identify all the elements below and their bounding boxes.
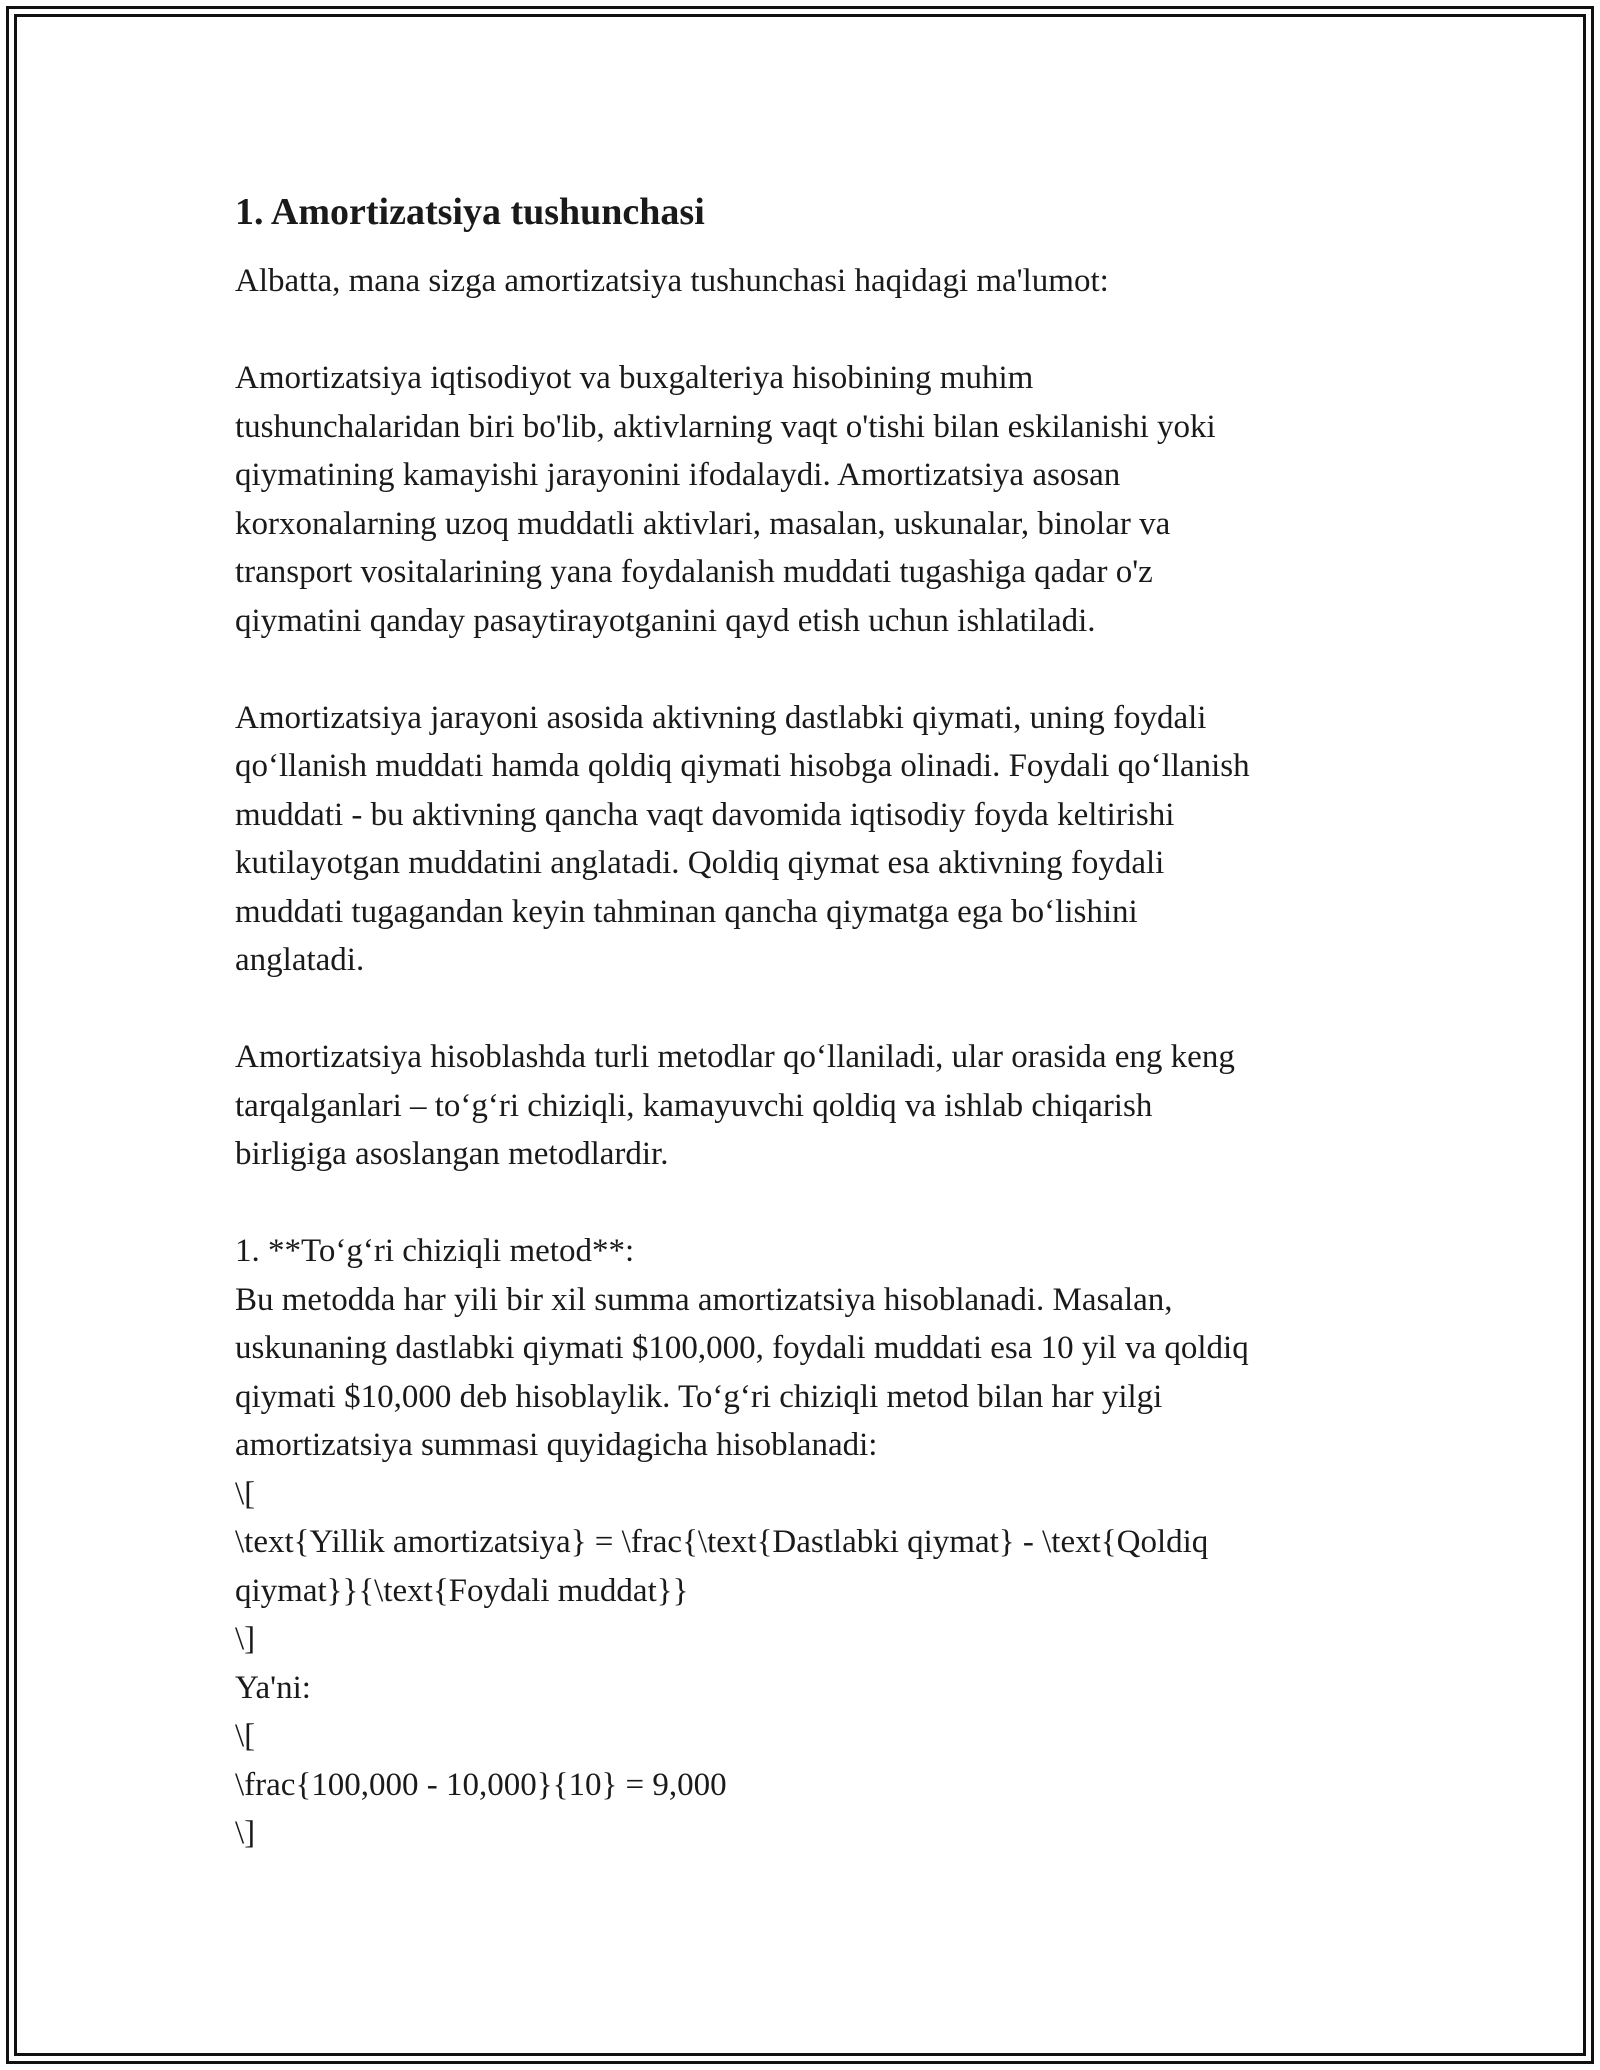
paragraph-methods: Amortizatsiya hisoblashda turli metodlar qo‘llaniladi, ular orasida eng keng tarqalganlari – to‘g‘ri chiziqli, kamayuvchi qoldiq va ishlab chiqarish birligiga asoslangan metodlardir.: [235, 1039, 1235, 1172]
paragraph-spacer: [235, 306, 1375, 355]
paragraph-process: Amortizatsiya jarayoni asosida aktivning dastlabki qiymati, uning foydali qo‘llanish muddati hamda qoldiq qiymati hisobga olinadi. Foydali qo‘llanish muddati - bu aktivning qancha vaqt davomida iqtisodiy foyda keltirishi kutilayotgan muddatini anglatadi. Qoldiq qiymat esa aktivning foydali muddati tugagandan keyin tahminan qancha qiymatga ega bo‘lishini anglatadi.: [235, 699, 1250, 978]
document-body: [235, 185, 1375, 1858]
paragraph-spacer: [235, 985, 1375, 1034]
paragraph-spacer: [235, 1179, 1375, 1228]
section-heading: 1. Amortizatsiya tushunchasi: [235, 191, 705, 233]
list-item-straight-line-method: 1. **To‘g‘ri chiziqli metod**: Bu metodda har yili bir xil summa amortizatsiya hisoblanadi. Masalan, uskunaning dastlabki qiymati $100,000, foydali muddati esa 10 yil va qoldiq qiymati $10,000 deb hisoblaylik. To‘g‘ri chiziqli metod bilan har yilgi amortizatsiya summasi quyidagicha hisoblanadi: \[ \text{Yillik amortizatsiya} = \frac{\text{Dastlabki qiymat} - \text{Qoldiq qiymat}}{\text{Foydali muddat}} \] Ya'ni: \[ \frac{100,000 - 10,000}{10} = 9,000 \]: [235, 1233, 1249, 1851]
paragraph-spacer: [235, 645, 1375, 694]
paragraph-definition: Amortizatsiya iqtisodiyot va buxgalteriya hisobining muhim tushunchalaridan biri bo'lib, aktivlarning vaqt o'tishi bilan eskilanishi yoki qiymatining kamayishi jarayonini ifodalaydi. Amortizatsiya asosan korxonalarning uzoq muddatli aktivlari, masalan, uskunalar, binolar va transport vositalarining yana foydalanish muddati tugashiga qadar o'z qiymatini qanday pasaytirayotganini qayd etish uchun ishlatiladi.: [235, 360, 1216, 639]
intro-paragraph: Albatta, mana sizga amortizatsiya tushunchasi haqidagi ma'lumot:: [235, 263, 1109, 299]
